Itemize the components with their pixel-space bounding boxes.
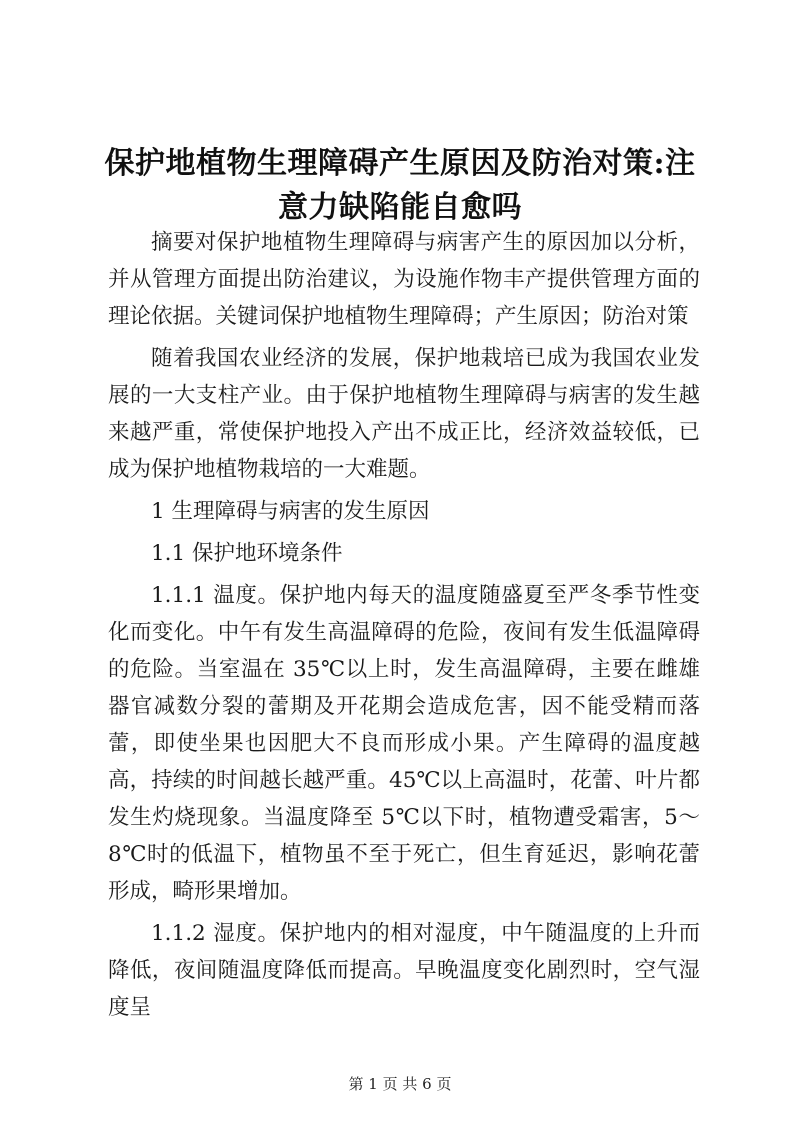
abstract-paragraph: 摘要对保护地植物生理障碍与病害产生的原因加以分析，并从管理方面提出防治建议，为设施作物丰产提供管理方面的理论依据。关键词保护地植物生理障碍；产生原因；防治对策: [108, 230, 700, 329]
temperature-paragraph: 1.1.1 温度。保护地内每天的温度随盛夏至严冬季节性变化而变化。中午有发生高温障碍的危险，夜间有发生低温障碍的危险。当室温在 35℃以上时，发生高温障碍，主要在雌雄器官减数分裂的蕾期及开花期会造成危害，因不能受精而落蕾，即使坐果也因肥大不良而形成小果。产生障碍的温度越高，持续的时间越长越严重。45℃以上高温时，花蕾、叶片都发生灼烧现象。当温度降至 5℃以下时，植物遭受霜害，5～8℃时的低温下，植物虽不至于死亡，但生育延迟，影响花蕾形成，畸形果增加。: [108, 583, 700, 904]
document-body: [108, 224, 700, 1031]
intro-paragraph: 随着我国农业经济的发展，保护地栽培已成为我国农业发展的一大支柱产业。由于保护地植物生理障碍与病害的发生越来越严重，常使保护地投入产出不成正比，经济效益较低，已成为保护地植物栽培的一大难题。: [108, 346, 700, 482]
section-heading-1: 1 生理障碍与病害的发生原因: [151, 499, 430, 524]
humidity-paragraph: 1.1.2 湿度。保护地内的相对湿度，中午随温度的上升而降低，夜间随温度降低而提高。早晚温度变化剧烈时，空气湿度呈: [108, 921, 700, 1020]
page-footer: 第 1 页 共 6 页: [348, 1075, 452, 1093]
document-title: 保护地植物生理障碍产生原因及防治对策:注意力缺陷能自愈吗: [104, 146, 696, 225]
section-heading-1-1: 1.1 保护地环境条件: [151, 541, 343, 566]
